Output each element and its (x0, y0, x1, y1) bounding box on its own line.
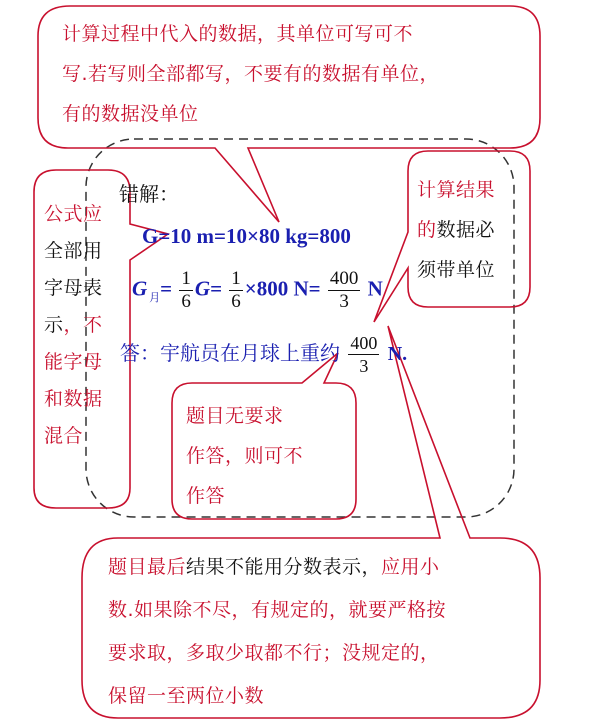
fraction-numerator: 1 (231, 268, 241, 289)
left-callout-segment: ，不 (63, 314, 103, 336)
equation-2 (132, 268, 383, 313)
middle-callout-line: 作答，则可不 (186, 445, 304, 467)
right-callout-line: 计算结果 (417, 179, 496, 201)
right-callout-segment: 的 (417, 219, 437, 241)
top-callout-line: 计算过程中代入的数据，其单位可写可不 (62, 23, 414, 45)
bottom-callout-line: 数.如果除不尽，有规定的，就要严格按 (108, 599, 447, 621)
fraction-denominator: 6 (231, 291, 241, 312)
bottom-callout-line: 要求取，多取少取都不行；没规定的， (108, 642, 440, 664)
right-callout-text (417, 170, 495, 290)
eq2-g: G (132, 276, 148, 301)
answer-text: 答：宇航员在月球上重约 (120, 341, 340, 365)
top-callout-line: 写.若写则全部都写，不要有的数据有单位， (62, 63, 440, 85)
bottom-callout-line (108, 546, 446, 589)
top-callout-line: 有的数据没单位 (62, 103, 199, 125)
left-callout-line: 公式应 (44, 203, 103, 225)
answer-line (120, 332, 407, 377)
fraction-numerator: 400 (350, 333, 378, 353)
solution-heading: 错解： (119, 182, 179, 206)
middle-callout-line: 题目无要求 (186, 405, 284, 427)
fraction-numerator: 1 (181, 268, 191, 289)
left-callout-line: 字母表 (44, 277, 103, 299)
fraction-one-sixth (179, 268, 193, 313)
left-callout-text (44, 196, 103, 455)
bottom-callout-segment: 结果不能用分数表示， (186, 556, 382, 578)
fraction-numerator: 400 (329, 268, 359, 289)
top-callout-text (62, 18, 439, 131)
left-callout-line: 能字母 (44, 351, 103, 373)
left-callout-line (44, 307, 103, 344)
eq2-g2: G= (194, 276, 223, 301)
eq2-times: ×800 N= (244, 276, 321, 301)
middle-callout-text (186, 396, 303, 516)
right-callout-line (417, 210, 495, 250)
left-callout-line: 混合 (44, 425, 84, 447)
bottom-callout-line: 保留一至两位小数 (108, 685, 265, 707)
answer-unit: N. (387, 343, 408, 365)
bottom-callout-segment: 题目最后 (108, 556, 187, 578)
eq2-equals: = (160, 276, 173, 301)
left-callout-segment: 示 (44, 314, 64, 336)
eq2-subscript: 月 (149, 291, 161, 305)
middle-callout-line: 作答 (186, 485, 226, 507)
bottom-callout-text (108, 546, 446, 718)
fraction-400-thirds (328, 268, 361, 313)
right-callout-segment: 数据必 (436, 219, 496, 241)
equation-1: G=10 m=10×80 kg=800 (142, 224, 351, 248)
fraction-one-sixth-2 (229, 268, 243, 313)
bottom-callout-segment: 应用小 (381, 556, 440, 578)
right-callout-line: 须带单位 (417, 259, 496, 281)
answer-fraction (348, 332, 379, 377)
eq2-unit: N (367, 276, 383, 301)
left-callout-line: 和数据 (44, 388, 103, 410)
fraction-denominator: 3 (359, 356, 369, 376)
left-callout-line: 全部用 (44, 240, 103, 262)
fraction-denominator: 6 (181, 291, 191, 312)
fraction-denominator: 3 (339, 291, 349, 312)
